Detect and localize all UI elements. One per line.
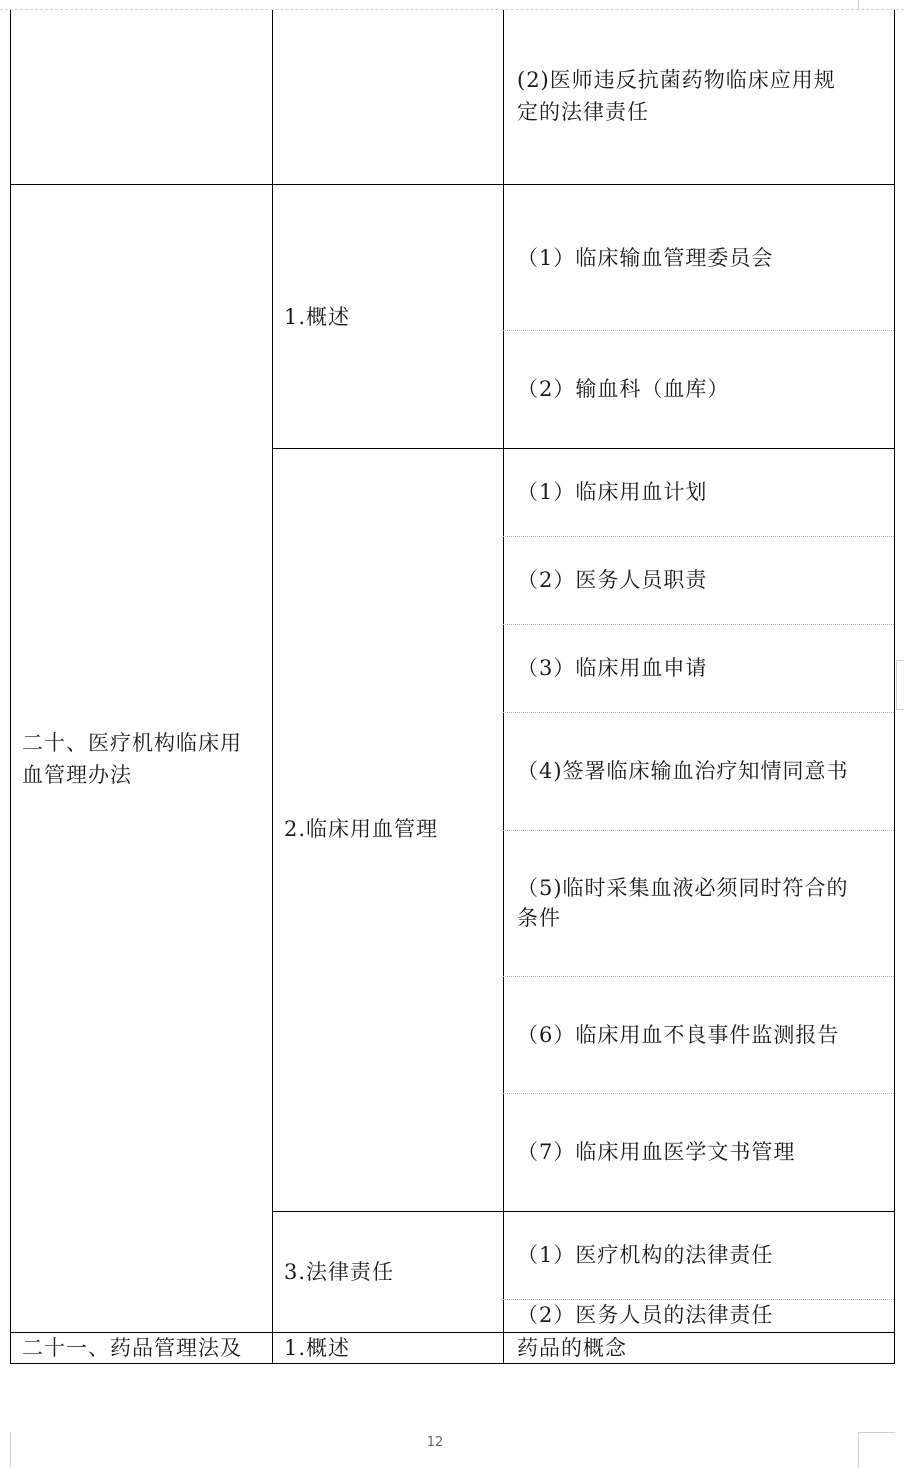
sub-row-divider	[503, 624, 894, 625]
detail-item: （4)签署临床输血治疗知情同意书	[517, 759, 849, 783]
sub-row-divider	[503, 536, 894, 537]
table-border-left	[10, 10, 11, 1364]
column-divider-1	[272, 10, 273, 1364]
detail-item: （2）医务人员的法律责任	[517, 1303, 774, 1327]
detail-item: （1）临床输血管理委员会	[517, 246, 774, 270]
page-top-edge	[0, 9, 904, 10]
detail-item: （2）医务人员职责	[517, 568, 708, 592]
detail-item: （7）临床用血医学文书管理	[517, 1140, 796, 1164]
detail-item: （6）临床用血不良事件监测报告	[517, 1023, 840, 1047]
sub-row-divider	[503, 712, 894, 713]
detail-item: （1）医疗机构的法律责任	[517, 1243, 774, 1267]
detail-item: 条件	[517, 906, 561, 930]
subtopic-label: 1.概述	[284, 305, 351, 329]
section-title: 血管理办法	[22, 763, 132, 787]
row-divider	[272, 448, 895, 449]
detail-item: （5)临时采集血液必须同时符合的	[517, 876, 849, 900]
sub-row-divider	[503, 330, 894, 331]
table-border-right	[894, 10, 895, 1364]
scroll-marker	[896, 660, 904, 710]
detail-item: （1）临床用血计划	[517, 480, 708, 504]
sub-row-divider	[503, 976, 894, 977]
detail-item: 药品的概念	[517, 1336, 627, 1360]
row-divider	[272, 1211, 895, 1212]
subtopic-label: 2.临床用血管理	[284, 817, 439, 841]
subtopic-label: 3.法律责任	[284, 1260, 395, 1284]
row-divider	[10, 184, 895, 185]
sub-row-divider	[503, 830, 894, 831]
column-divider-2	[503, 10, 504, 1364]
detail-item: （3）临床用血申请	[517, 656, 708, 680]
crop-mark-top-right	[858, 0, 895, 9]
table-cell-text: (2)医师违反抗菌药物临床应用规	[517, 68, 836, 92]
subtopic-label: 1.概述	[284, 1336, 351, 1360]
detail-item: （2）输血科（血库）	[517, 377, 730, 401]
section-title: 二十、医疗机构临床用	[22, 731, 242, 755]
sub-row-divider	[503, 1093, 894, 1094]
section-title: 二十一、药品管理法及	[22, 1336, 242, 1360]
table-cell-text: 定的法律责任	[517, 100, 649, 124]
page-number: 12	[426, 1435, 444, 1450]
